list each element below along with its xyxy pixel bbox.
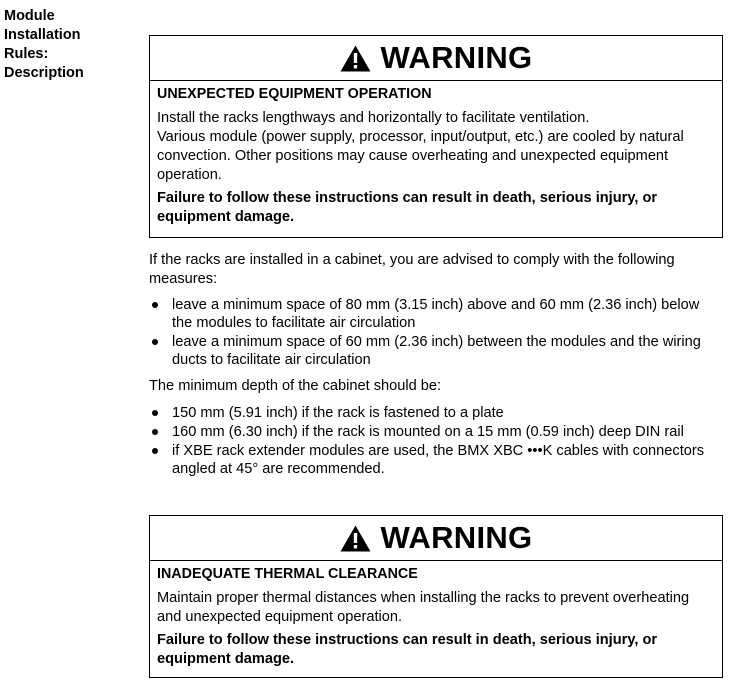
bullet-icon	[152, 448, 158, 454]
depth-intro-text: The minimum depth of the cabinet should be:	[149, 378, 442, 394]
list-item	[149, 423, 723, 441]
warning-triangle-icon	[340, 525, 371, 552]
warning-paragraph: Install the racks lengthways and horizontally to facilitate ventilation. Various module (power supply, processor, input/output, etc.) are cooled by natural convection. Other positions may cause overheating and unexpected equipment operation.	[157, 110, 684, 183]
warning-subhead: UNEXPECTED EQUIPMENT OPERATION	[157, 86, 432, 102]
warning-body	[150, 561, 722, 669]
warning-subhead: INADEQUATE THERMAL CLEARANCE	[157, 566, 418, 582]
section-heading-text: Module Installation Rules: Description	[4, 8, 84, 81]
warning-body	[150, 81, 722, 227]
list-item-text: if XBE rack extender modules are used, the BMX XBC •••K cables with connectors angled at 45° are recommended.	[172, 443, 705, 477]
warning-header	[150, 36, 722, 81]
bullet-icon	[152, 339, 158, 345]
list-item	[149, 333, 723, 369]
warning-failure-statement: Failure to follow these instructions can result in death, serious injury, or equipment damage.	[157, 190, 658, 225]
list-item	[149, 442, 723, 478]
warning-title-text: WARNING	[380, 40, 533, 75]
cabinet-intro-text: If the racks are installed in a cabinet, you are advised to comply with the following measures:	[149, 252, 675, 287]
warning-box-thermal-clearance	[149, 515, 723, 678]
warning-title-text: WARNING	[380, 520, 533, 555]
warning-title	[340, 520, 533, 556]
warning-triangle-icon	[340, 45, 371, 72]
section-heading	[4, 7, 124, 83]
warning-box-unexpected-operation	[149, 35, 723, 238]
warning-header	[150, 516, 722, 561]
list-item-text: leave a minimum space of 60 mm (2.36 inch) between the modules and the wiring ducts to facilitate air circulation	[172, 334, 701, 368]
list-item	[149, 404, 723, 422]
warning-paragraph: Maintain proper thermal distances when installing the racks to prevent overheating and unexpected equipment operation.	[157, 590, 690, 625]
cabinet-measures-list	[149, 296, 723, 370]
warning-failure-statement: Failure to follow these instructions can result in death, serious injury, or equipment damage.	[157, 632, 658, 667]
list-item-text: 150 mm (5.91 inch) if the rack is fastened to a plate	[172, 405, 504, 421]
bullet-icon	[152, 429, 158, 435]
cabinet-depth-list	[149, 404, 723, 479]
list-item-text: 160 mm (6.30 inch) if the rack is mounted on a 15 mm (0.59 inch) deep DIN rail	[172, 424, 684, 440]
bullet-icon	[152, 302, 158, 308]
list-item	[149, 296, 723, 332]
bullet-icon	[152, 410, 158, 416]
warning-title	[340, 40, 533, 76]
list-item-text: leave a minimum space of 80 mm (3.15 inch) above and 60 mm (2.36 inch) below the modules to facilitate air circulation	[172, 297, 700, 331]
